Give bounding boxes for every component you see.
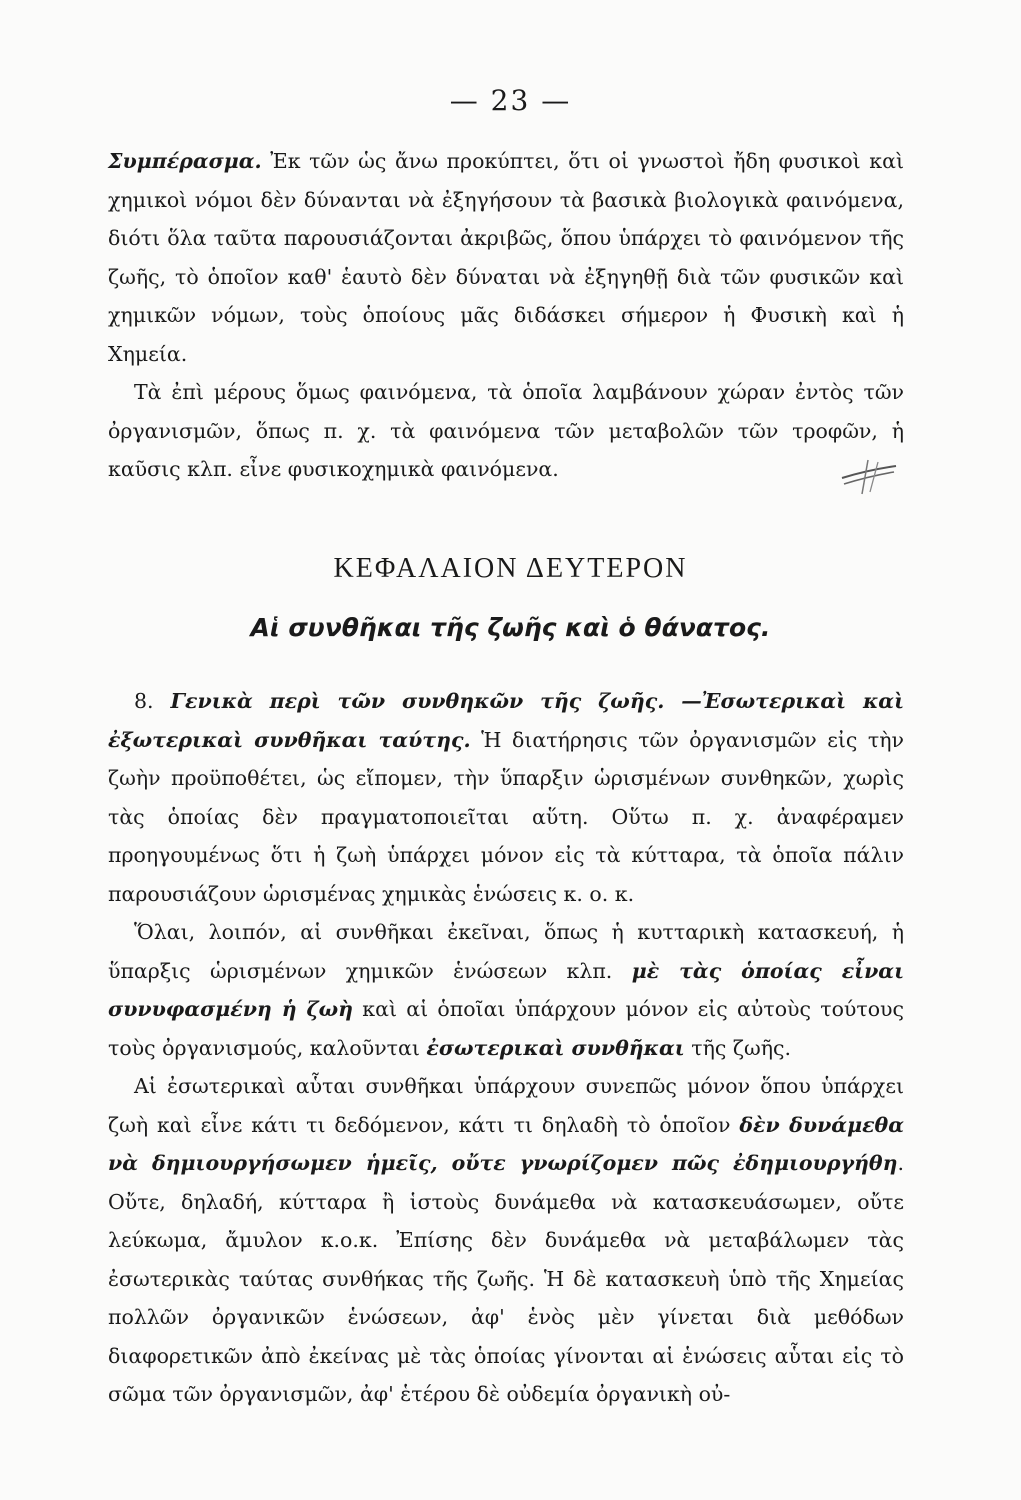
conclusion-block — [108, 142, 904, 489]
emphasis-run: δὲν δυνάμεθα νὰ δημιουργήσωμεν ἡμεῖς, οὔτε γνωρίζομεν πῶς ἐδημιουργήθη — [108, 1112, 904, 1175]
chapter-subtitle: Αἱ συνθῆκαι τῆς ζωῆς καὶ ὁ θάνατος. — [250, 613, 771, 642]
conclusion-paragraph — [108, 142, 904, 373]
emphasis-run: ἐσωτερικαὶ συνθῆκαι — [426, 1035, 685, 1060]
section-number: 8. — [134, 689, 154, 713]
text-run: . Οὔτε, δηλαδή, κύτταρα ἢ ἱστοὺς δυνάμεθα νὰ κατασκευάσωμεν, οὔτε λεύκωμα, ἄμυλον κ.ο.κ. Ἐπίσης δὲν δυνάμεθα νὰ μεταβάλωμεν τὰς ἐσωτερικὰς ταύτας συνθήκας τῆς ζωῆς. Ἡ δὲ κατασκευὴ ὑπὸ τῆς Χημείας πολλῶν ὀργανικῶν ἑνώσεων, ἀφ' ἑνὸς μὲν γίνεται διὰ μεθόδων διαφορετικῶν ἀπὸ ἐκείνας μὲ τὰς ὁποίας γίνονται αἱ ἑνώσεις αὗται εἰς τὸ σῶμα τῶν ὀργανισμῶν, ἀφ' ἑτέρου δὲ οὐδεμία ὀργανικὴ οὐ- — [108, 1151, 904, 1406]
section-8-block — [108, 682, 904, 1414]
section-text: Ἡ διατήρησις τῶν ὀργανισμῶν εἰς τὴν ζωὴν προϋποθέτει, ὡς εἴπομεν, τὴν ὕπαρξιν ὡρισμένων συνθηκῶν, χωρὶς τὰς ὁποίας δὲν πραγματοποιεῖται αὕτη. Οὕτω π. χ. ἀναφέραμεν προηγουμένως ὅτι ἡ ζωὴ ὑπάρχει μόνον εἰς τὰ κύτταρα, τὰ ὁποῖα πάλιν παρουσιάζουν ὡρισμένας χημικὰς ἑνώσεις κ. ο. κ. — [108, 727, 904, 906]
text-run: τῆς ζωῆς. — [684, 1035, 791, 1060]
conclusion-lead: Συμπέρασμα. — [108, 149, 262, 173]
partial-phenomena-paragraph: Τὰ ἐπὶ μέρους ὅμως φαινόμενα, τὰ ὁποῖα λαμβάνουν χώραν ἐντὸς τῶν ὀργανισμῶν, ὅπως π. χ. τὰ φαινόμενα τῶν μεταβολῶν τῶν τροφῶν, ἡ καῦσις κλπ. εἶνε φυσικοχημικὰ φαινόμενα. — [108, 380, 904, 481]
internal-conditions-existence-paragraph — [108, 1067, 904, 1414]
section-heading: Γενικὰ περὶ τῶν συνθηκῶν τῆς ζωῆς. —Ἐσωτερικαὶ καὶ ἐξωτερικαὶ συνθῆκαι ταύτης. — [108, 689, 904, 752]
section-8-paragraph — [108, 682, 904, 913]
chapter-title: ΚΕΦΑΛΑΙΟΝ ΔΕΥΤΕΡΟΝ — [333, 553, 688, 584]
page-number: — 23 — — [449, 84, 572, 117]
text-run: καὶ αἱ ὁποῖαι ὑπάρχουν μόνον εἰς αὐτοὺς τούτους τοὺς ὀργανισμούς, καλοῦνται — [108, 997, 904, 1060]
text-run: Ὅλαι, λοιπόν, αἱ συνθῆκαι ἐκεῖναι, ὅπως ἡ κυτταρικὴ κατασκευή, ἡ ὕπαρξις ὡρισμένων χημικῶν ἑνώσεων κλπ. — [108, 920, 904, 983]
internal-conditions-paragraph — [108, 913, 904, 1067]
handwritten-mark — [838, 456, 898, 496]
text-run: Αἱ ἐσωτερικαὶ αὗται συνθῆκαι ὑπάρχουν συνεπῶς μόνον ὅπου ὑπάρχει ζωὴ καὶ εἶνε κάτι τι δεδόμενον, κάτι τι δηλαδὴ τὸ ὁποῖον — [108, 1074, 904, 1137]
emphasis-run: μὲ τὰς ὁποίας εἶναι συνυφασμένη ἡ ζωὴ — [108, 958, 904, 1021]
conclusion-text: Ἐκ τῶν ὡς ἄνω προκύπτει, ὅτι οἱ γνωστοὶ ἤδη φυσικοὶ καὶ χημικοὶ νόμοι δὲν δύνανται νὰ ἐξηγήσουν τὰ βασικὰ βιολογικὰ φαινόμενα, διότι ὅλα ταῦτα παρουσιάζονται ἀκριβῶς, ὅπου ὑπάρχει τὸ φαινόμενον τῆς ζωῆς, τὸ ὁποῖον καθ' ἑαυτὸ δὲν δύναται νὰ ἐξηγηθῇ διὰ τῶν φυσικῶν καὶ χημικῶν νόμων, τοὺς ὁποίους μᾶς διδάσκει σήμερον ἡ Φυσικὴ καὶ ἡ Χημεία. — [108, 149, 904, 366]
